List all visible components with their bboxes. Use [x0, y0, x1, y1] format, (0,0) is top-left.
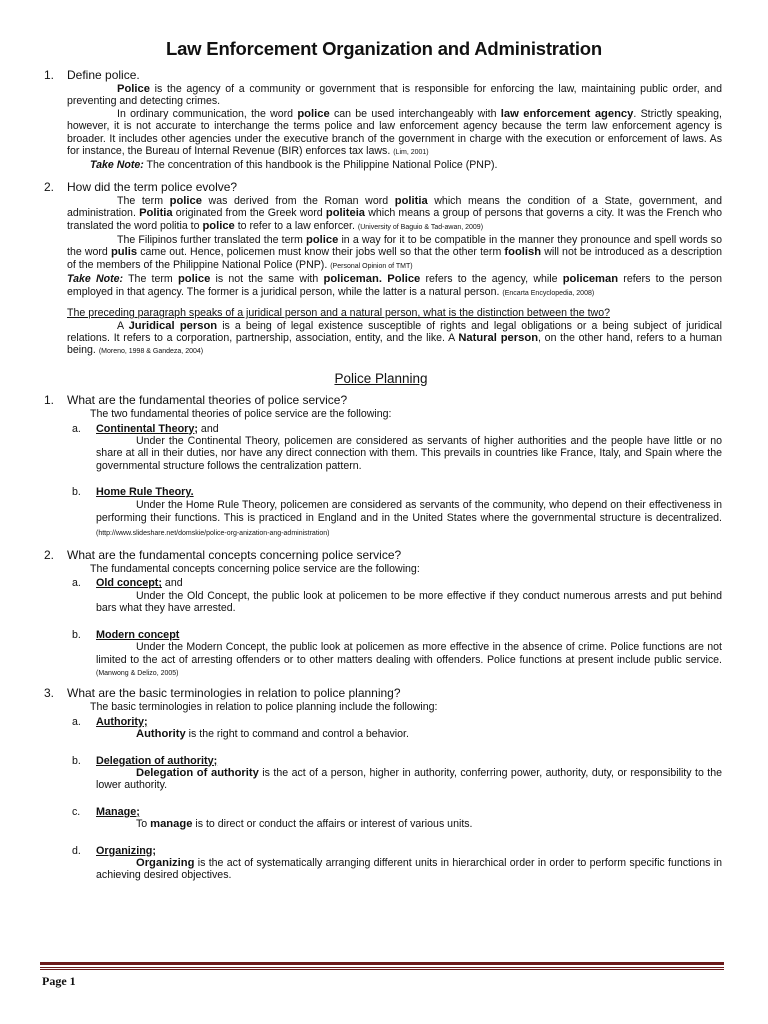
intro-text: The two fundamental theories of police service are the following: [90, 408, 392, 421]
footer-rule [40, 969, 724, 970]
question-text: What are the fundamental concepts concerning police service? [67, 548, 402, 563]
question-number: 3. [44, 686, 55, 701]
list-letter: a. [72, 715, 81, 728]
text: in a way for it to be compatible in the manner they pronounce and spell words so the word [67, 234, 722, 259]
list-item [40, 486, 722, 540]
footer-rule [40, 967, 724, 968]
question-number: 1. [44, 68, 55, 82]
text: is a being of legal existence susceptible of rights and legal obligations or a being subject of juridical relations. It refers to a corporation, partnership, association, entity, and the like. A [67, 319, 722, 344]
keyword: Police [117, 83, 150, 95]
document-body [40, 64, 722, 882]
text: is the right to command and control a behavior. [185, 728, 409, 741]
text: A [117, 319, 129, 332]
list-item [40, 577, 722, 614]
list-item [40, 806, 722, 831]
list-letter: b. [72, 628, 81, 641]
item-body [96, 818, 722, 830]
page-number: Page 1 [42, 974, 76, 988]
footer-rule [40, 962, 724, 965]
section-title: Police Planning [334, 370, 428, 386]
question-text: What are the fundamental theories of police service? [67, 393, 348, 408]
text: To [136, 818, 151, 831]
keyword: politia [394, 194, 428, 207]
question-number: 2. [44, 179, 55, 194]
take-note-label: Take Note: [90, 159, 144, 172]
question-2 [40, 180, 722, 195]
document-title: Law Enforcement Organization and Administration [165, 38, 602, 59]
paragraph [40, 83, 722, 108]
keyword: police [177, 273, 211, 286]
text: was derived from the Roman word [201, 194, 395, 207]
paragraph [40, 234, 722, 273]
list-letter: b. [72, 754, 81, 767]
planning-question-1 [40, 393, 722, 408]
keyword: Natural person [458, 331, 539, 344]
list-letter: a. [72, 577, 81, 590]
list-letter: c. [72, 805, 81, 818]
paragraph [40, 108, 722, 160]
text: is to direct or conduct the affairs or interest of various units. [192, 818, 473, 831]
item-body: Under the Continental Theory, policemen are considered as servants of higher authorities and the people have little or no share at all in their duties, nor have any direct connection with them. This prevails in countries like France, Italy, and Spain where the governmental structure follows the centralization pattern. [96, 434, 722, 472]
keyword: police [297, 107, 330, 120]
planning-question-3 [40, 686, 722, 701]
paragraph [40, 195, 722, 234]
question-1 [40, 68, 722, 83]
take-note [40, 159, 722, 171]
list-item [40, 423, 722, 473]
text: can be used interchangeably with [329, 107, 501, 120]
text: In ordinary communication, the word [117, 107, 298, 120]
keyword: policeman. Police [323, 273, 421, 286]
item-heading: Delegation of authority; [96, 754, 218, 767]
list-item [40, 629, 722, 681]
list-item [40, 845, 722, 882]
item-body [96, 857, 722, 882]
text: will not be introduced as a description of the members of the Philippine National Police (PNP). [67, 246, 723, 271]
text: which means the condition of a State, government, and administration. [67, 194, 722, 220]
text: refers to the agency, while [420, 273, 563, 286]
question-number: 2. [44, 548, 55, 563]
text: is the agency of a community or government that is responsible for enforcing the law, maintaining public order, and preventing and detecting crimes. [67, 83, 722, 108]
citation: (Personal Opinion of TMT) [330, 262, 413, 270]
item-body [96, 641, 722, 680]
citation: (Manwong & Delizo, 2005) [96, 669, 179, 677]
citation: (Lim, 2001) [393, 149, 429, 157]
list-item [40, 716, 722, 741]
take-note-label: Take Note: [67, 273, 124, 286]
text: is the act of a person, higher in authority, conferring power, authority, duty, or responsibility to the lower authority. [96, 766, 723, 792]
text: is the act of systematically arranging different units in hierarchical order in order to perform specific functions in achieving desired objectives. [96, 856, 722, 882]
keyword: foolish [504, 246, 542, 259]
question-text: Define police. [67, 68, 140, 82]
text: originated from the Greek word [172, 207, 326, 220]
text: Under the Modern Concept, the public look at policemen as more effective in the absence of crime. Police functions are not limited to the act of arresting offenders or to other matters dealing with offenders. Police functions at present include public service. [96, 641, 722, 666]
item-heading: Old concept; [96, 577, 162, 590]
item-body: Under the Old Concept, the public look at policemen to be more effective if they conduct numerous arrests and put behind bars what they have arrested. [96, 589, 722, 615]
question-text: What are the basic terminologies in relation to police planning? [67, 686, 401, 701]
keyword: Authority [136, 728, 186, 741]
question-text: How did the term police evolve? [67, 179, 238, 194]
section-heading [40, 370, 722, 386]
text: The term [123, 273, 178, 286]
question-number: 1. [44, 393, 55, 408]
keyword: police [169, 194, 202, 207]
take-note [40, 273, 722, 300]
list-item [40, 755, 722, 792]
item-body [96, 499, 722, 541]
item-heading: Authority; [96, 715, 148, 728]
keyword: pulis [110, 246, 138, 259]
keyword: Juridical person [128, 319, 218, 332]
text: The concentration of this handbook is the Philippine National Police (PNP). [143, 159, 498, 172]
list-letter: a. [72, 422, 81, 435]
keyword: policeman [562, 273, 619, 286]
text: The term [117, 194, 170, 207]
item-heading: Home Rule Theory. [96, 486, 194, 499]
text: and [197, 422, 219, 435]
citation: (Moreno, 1998 & Gandeza, 2004) [98, 348, 204, 356]
text: refers to the person employed in that agency. The former is a juridical person, while the latter is a natural person. [67, 273, 722, 298]
keyword: police [202, 219, 235, 232]
text: to refer to a law enforcer. [234, 219, 358, 232]
item-heading: Modern concept [96, 628, 180, 641]
paragraph [40, 320, 722, 359]
text: The Filipinos further translated the term [117, 234, 306, 247]
text: came out. Hence, policemen must know their jobs well so that the other term [137, 246, 505, 259]
intro-text: The fundamental concepts concerning police service are the following: [90, 563, 420, 576]
citation: (http://www.slideshare.net/domskie/police-org-anization-ang-administration) [96, 529, 330, 537]
list-letter: d. [72, 844, 81, 857]
item-heading: Manage; [96, 805, 140, 818]
citation: (University of Baguio & Tad-awan, 2009) [357, 223, 484, 231]
item-body [96, 728, 722, 740]
text: is not the same with [210, 273, 324, 286]
sub-question: The preceding paragraph speaks of a juridical person and a natural person, what is the distinction between the two? [67, 307, 610, 320]
intro-text: The basic terminologies in relation to police planning include the following: [90, 701, 438, 714]
text: and [161, 577, 183, 590]
keyword: police [305, 234, 339, 247]
text: which means a group of persons that governs a city. It was the French who translated the word politia to [67, 207, 722, 232]
text: Under the Home Rule Theory, policemen are considered as servants of the community, who depend on their effectiveness in performing their functions. This is practiced in England and in the United States where the governmental structure is decentralized. [96, 498, 722, 525]
text: . Strictly speaking, however, it is not accurate to interchange the terms police and law enforcement agency because the term law enforcement agency is broader. It includes other agencies under the executive branch of the government in charge with the execution or enforcement of laws. As for instance, the Bureau of Internal Revenue (BIR) enforces tax laws. [67, 107, 723, 158]
planning-question-2 [40, 548, 722, 563]
keyword: Organizing [136, 856, 195, 869]
keyword: Politia [139, 207, 173, 220]
keyword: Delegation of authority [136, 766, 259, 779]
item-heading: Organizing; [96, 844, 156, 857]
list-letter: b. [72, 486, 81, 499]
citation: (Encarta Encyclopedia, 2008) [502, 289, 595, 297]
keyword: law enforcement agency [500, 107, 634, 120]
item-body [96, 767, 722, 792]
text: , on the other hand, refers to a human being. [67, 331, 722, 357]
keyword: politeia [325, 207, 366, 220]
item-heading: Continental Theory; [96, 422, 198, 435]
keyword: manage [150, 818, 193, 831]
